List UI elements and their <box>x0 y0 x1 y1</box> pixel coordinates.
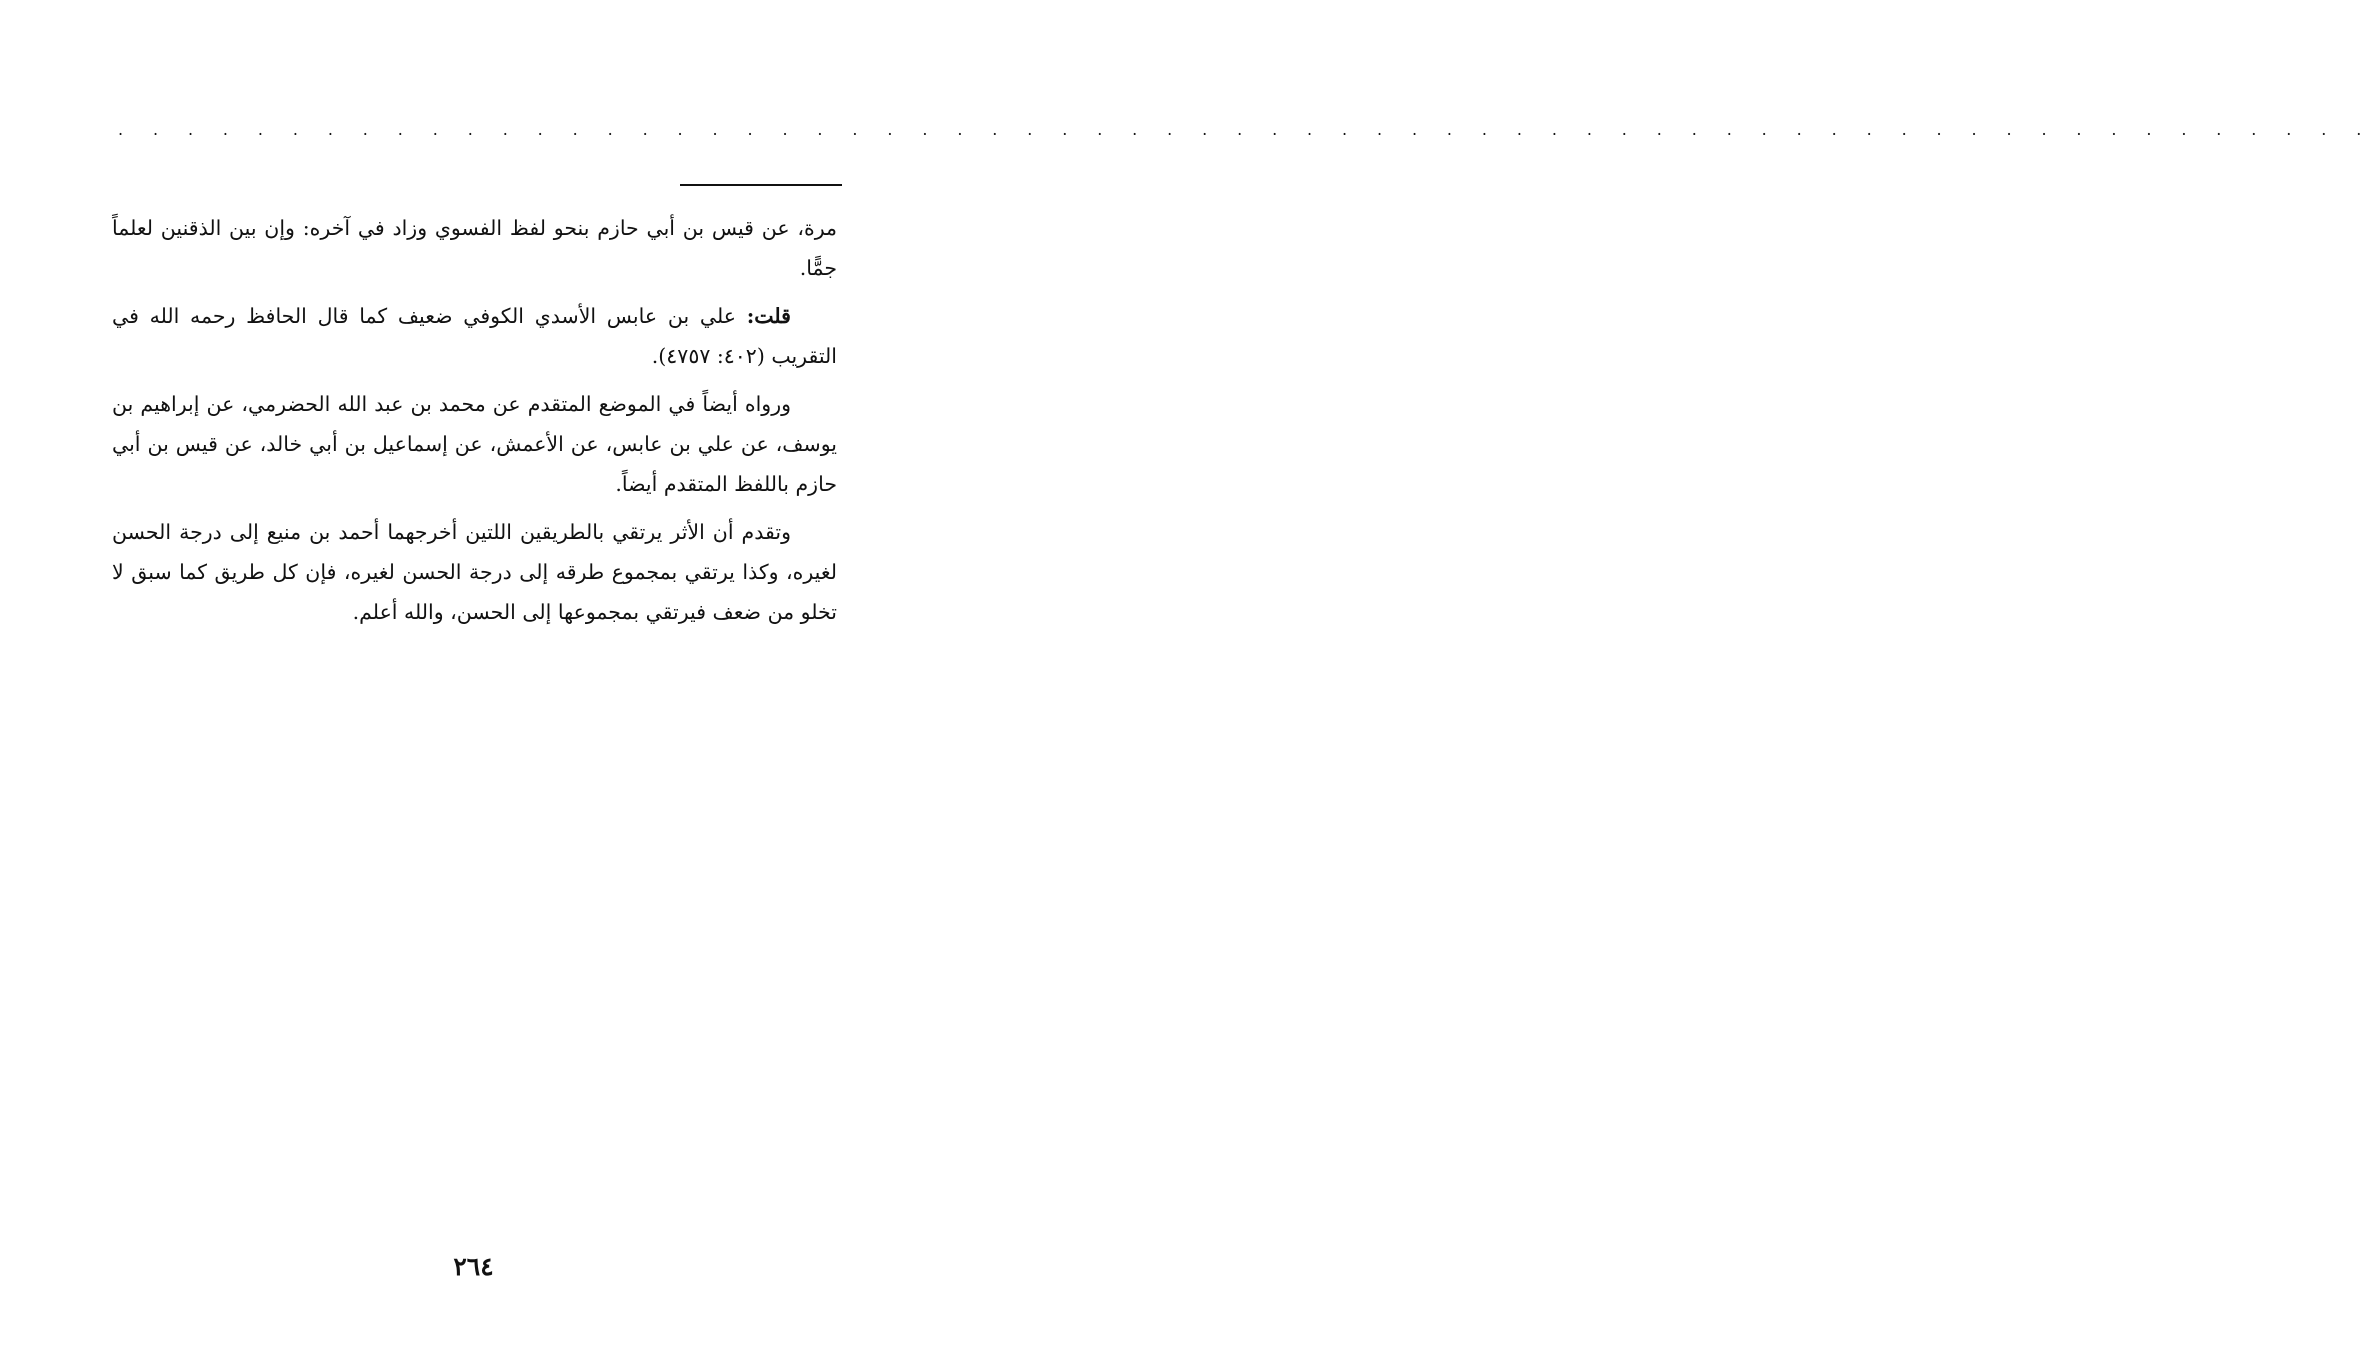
main-text <box>112 208 837 640</box>
dotted-separator: . . . . . . . . . . . . . . . . . . . . . . . . . . . . . . . . . . . . . . . . . . . . . . . . . . . . . . . . . . . . . . . . . <box>118 120 2374 139</box>
paragraph-3: ورواه أيضاً في الموضع المتقدم عن محمد بن عبد الله الحضرمي، عن إبراهيم بن يوسف، عن علي بن عابس، عن الأعمش، عن إسماعيل بن أبي خالد، عن قيس بن أبي حازم باللفظ المتقدم أيضاً. <box>112 392 837 496</box>
qultu-label: قلت: <box>746 304 791 328</box>
paragraph-2 <box>112 296 837 376</box>
page-number: ٢٦٤ <box>453 1252 494 1281</box>
paragraph-2-text: علي بن عابس الأسدي الكوفي ضعيف كما قال الحافظ رحمه الله في التقريب (٤٠٢: ٤٧٥٧). <box>112 304 837 368</box>
footnote-rule <box>680 184 842 186</box>
paragraph-1: مرة، عن قيس بن أبي حازم بنحو لفظ الفسوي وزاد في آخره: وإن بين الذقنين لعلماً جمًّا. <box>112 216 837 280</box>
paragraph-4: وتقدم أن الأثر يرتقي بالطريقين اللتين أخرجهما أحمد بن منيع إلى درجة الحسن لغيره، وكذا يرتقي بمجموع طرقه إلى درجة الحسن لغيره، فإن كل طريق كما سبق لا تخلو من ضعف فيرتقي بمجموعها إلى الحسن، والله أعلم. <box>112 520 837 624</box>
